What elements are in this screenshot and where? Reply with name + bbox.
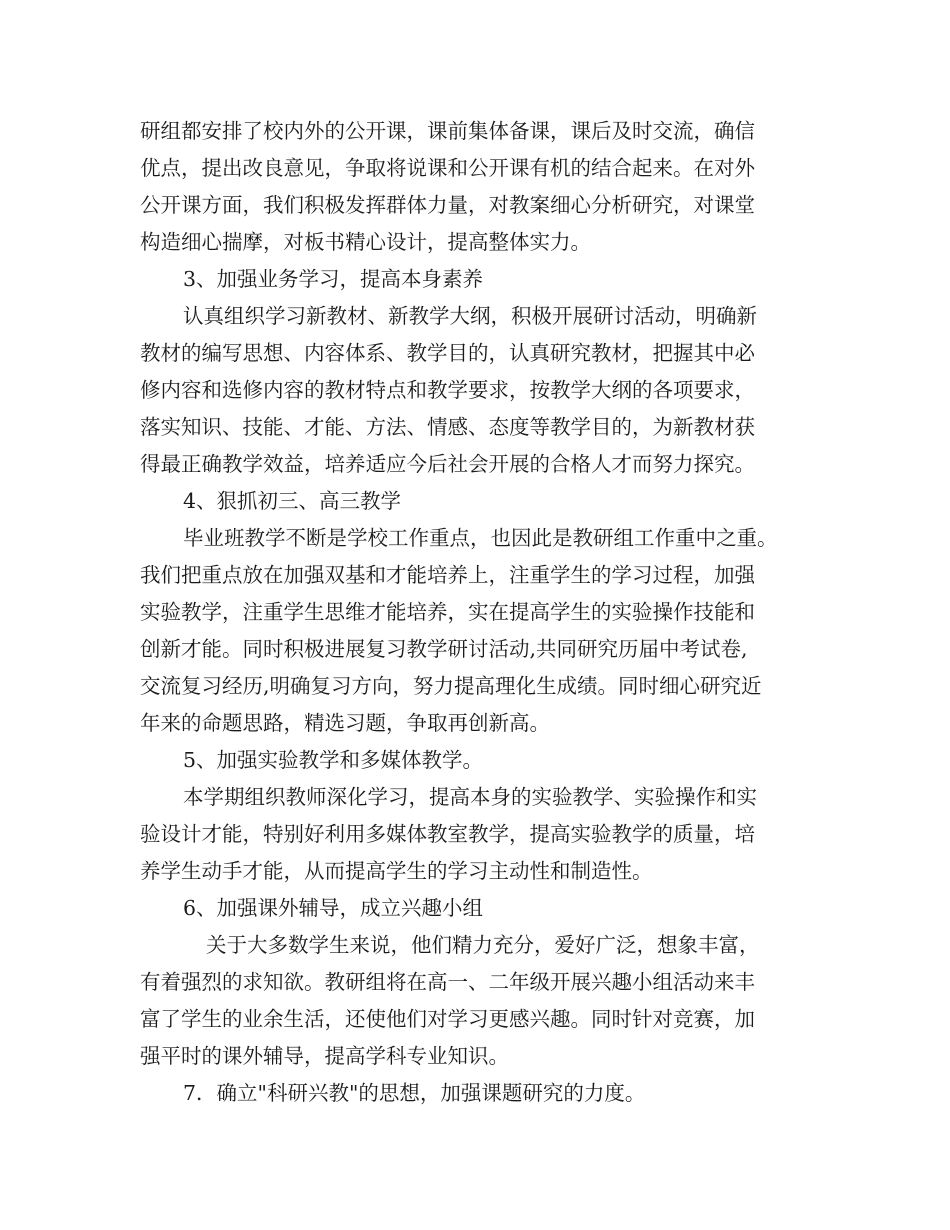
paragraph-line: 公开课方面，我们积极发挥群体力量，对教案细心分析研究，对课堂 <box>140 193 755 217</box>
paragraph-line: 构造细心揣摩，对板书精心设计，提高整体实力。 <box>140 230 591 254</box>
paragraph-line: 年来的命题思路，精选习题，争取再创新高。 <box>140 711 550 735</box>
paragraph-line: 创新才能。同时积极进展复习教学研讨活动,共同研究历届中考试卷, <box>140 637 748 661</box>
document-body <box>140 113 820 1112</box>
paragraph-line: 本学期组织教师深化学习，提高本身的实验教学、实验操作和实 <box>183 785 757 809</box>
paragraph-line: 养学生动手才能，从而提高学生的学习主动性和制造性。 <box>140 859 653 883</box>
paragraph-line: 优点，提出改良意见，争取将说课和公开课有机的结合起来。在对外 <box>140 156 755 180</box>
paragraph-line: 认真组织学习新教材、新教学大纲，积极开展研讨活动，明确新 <box>183 304 757 328</box>
section-heading: 5、加强实验教学和多媒体教学。 <box>183 748 484 772</box>
paragraph-line: 毕业班教学不断是学校工作重点，也因此是教研组工作重中之重。 <box>183 526 778 550</box>
paragraph-line: 有着强烈的求知欲。教研组将在高一、二年级开展兴趣小组活动来丰 <box>140 970 755 994</box>
paragraph-line: 落实知识、技能、才能、方法、情感、态度等教学目的，为新教材获 <box>140 415 755 439</box>
paragraph-line: 教材的编写思想、内容体系、教学目的，认真研究教材，把握其中必 <box>140 341 755 365</box>
section-heading: 7．确立"科研兴教"的思想，加强课题研究的力度。 <box>183 1081 646 1105</box>
paragraph-line: 富了学生的业余生活，还使他们对学习更感兴趣。同时针对竞赛，加 <box>140 1007 755 1031</box>
paragraph-line: 验设计才能，特别好利用多媒体教室教学，提高实验教学的质量，培 <box>140 822 755 846</box>
paragraph-line: 交流复习经历,明确复习方向，努力提高理化生成绩。同时细心研究近 <box>140 674 762 698</box>
paragraph-line: 研组都安排了校内外的公开课，课前集体备课，课后及时交流，确信 <box>140 119 755 143</box>
section-heading: 6、加强课外辅导，成立兴趣小组 <box>183 896 484 920</box>
section-heading: 4、狠抓初三、高三教学 <box>183 489 402 513</box>
paragraph-line: 我们把重点放在加强双基和才能培养上，注重学生的学习过程，加强 <box>140 563 755 587</box>
paragraph-line: 关于大多数学生来说，他们精力充分，爱好广泛，想象丰富， <box>206 933 760 957</box>
paragraph-line: 修内容和选修内容的教材特点和教学要求，按教学大纲的各项要求， <box>140 378 755 402</box>
paragraph-line: 得最正确教学效益，培养适应今后社会开展的合格人才而努力探究。 <box>140 452 755 476</box>
section-heading: 3、加强业务学习，提高本身素养 <box>183 267 484 291</box>
paragraph-line: 实验教学，注重学生思维才能培养，实在提高学生的实验操作技能和 <box>140 600 755 624</box>
paragraph-line: 强平时的课外辅导，提高学科专业知识。 <box>140 1044 509 1068</box>
